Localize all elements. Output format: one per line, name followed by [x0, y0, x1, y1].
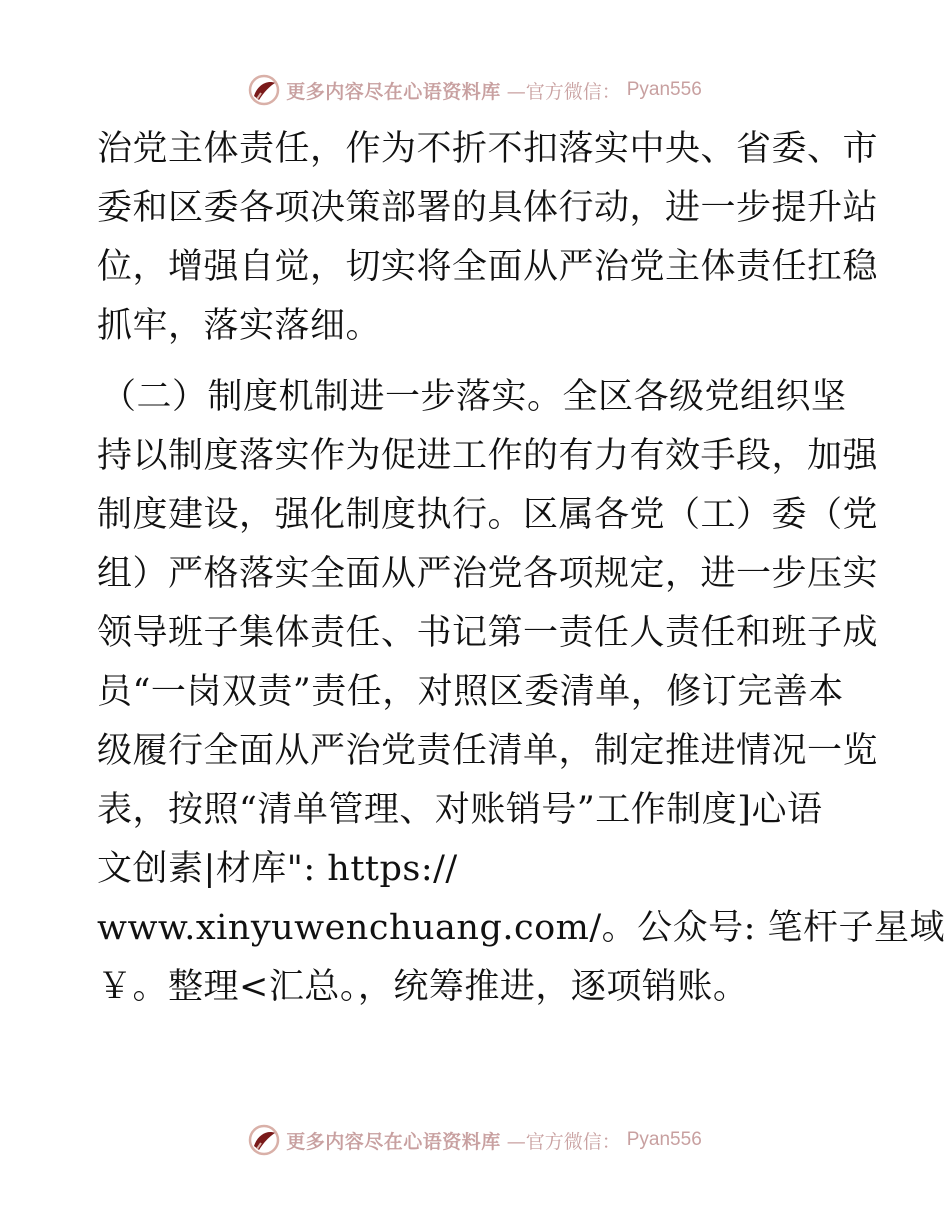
paragraph-1 [97, 120, 879, 356]
text-line: 持以制度落实作为促进工作的有力有效手段，加强 [97, 436, 879, 476]
footer-watermark [0, 1120, 950, 1160]
brand-logo-icon [248, 74, 280, 106]
text-line: 表，按照“清单管理、对账销号”工作制度]心语 [97, 790, 823, 830]
watermark-separator: —官方微信： [506, 1130, 621, 1153]
paragraph-2 [97, 368, 946, 1017]
watermark-text: 更多内容尽在心语资料库 [286, 1130, 501, 1153]
watermark-wechat-id: Pyan556 [626, 79, 702, 100]
text-line: 位，增强自觉，切实将全面从严治党主体责任扛稳 [97, 247, 879, 287]
watermark-text: 更多内容尽在心语资料库 [286, 80, 501, 103]
text-line: 领导班子集体责任、书记第一责任人责任和班子成 [97, 613, 879, 653]
header-watermark [0, 70, 950, 110]
text-line: 文创素|材库": https:// [97, 849, 458, 889]
brand-logo-icon [248, 1124, 280, 1156]
text-line: 级履行全面从严治党责任清单，制定推进情况一览 [97, 731, 879, 771]
watermark-separator: —官方微信： [506, 80, 621, 103]
text-line: 抓牢，落实落细。 [97, 306, 382, 346]
document-body [97, 120, 946, 1017]
text-line: 组）严格落实全面从严治党各项规定，进一步压实 [97, 554, 879, 594]
text-line: www.xinyuwenchuang.com/。公众号: 笔杆子星域 [97, 908, 946, 948]
text-line: ￥。整理<汇总。，统筹推进，逐项销账。 [97, 967, 749, 1007]
watermark-wechat-id: Pyan556 [626, 1129, 702, 1150]
text-line: 治党主体责任，作为不折不扣落实中央、省委、市 [97, 129, 879, 169]
section-heading-line: （二）制度机制进一步落实。全区各级党组织坚 [101, 377, 847, 417]
text-line: 制度建设，强化制度执行。区属各党（工）委（党 [97, 495, 879, 535]
text-line: 委和区委各项决策部署的具体行动，进一步提升站 [97, 188, 879, 228]
text-line: 员“一岗双责”责任，对照区委清单，修订完善本 [97, 672, 844, 712]
